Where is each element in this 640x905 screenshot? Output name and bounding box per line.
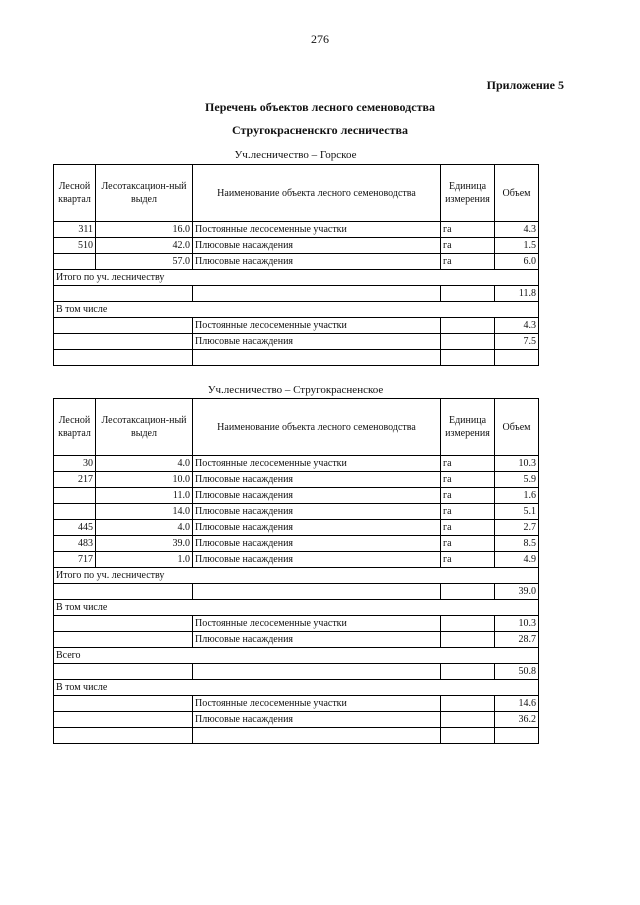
name-cell: Плюсовые насаждения (193, 536, 441, 552)
name-cell: Плюсовые насаждения (193, 488, 441, 504)
volume-cell: 2.7 (495, 520, 539, 536)
document-title: Перечень объектов лесного семеноводства (205, 100, 435, 114)
incl-row (54, 318, 539, 334)
kvartal-cell: 717 (54, 552, 96, 568)
header-volume: Объем (495, 165, 539, 222)
empty-cell (54, 712, 193, 728)
empty-cell (193, 664, 441, 680)
blank-row (54, 350, 539, 366)
header-row (54, 165, 539, 222)
empty-cell (441, 616, 495, 632)
empty-cell (441, 632, 495, 648)
incl-volume: 28.7 (495, 632, 539, 648)
empty-cell (193, 584, 441, 600)
section1-caption: Уч.лесничество – Горское (234, 149, 357, 161)
empty-cell (441, 712, 495, 728)
incl-label: В том числе (54, 302, 539, 318)
header-name: Наименование объекта лесного семеноводства (193, 399, 441, 456)
header-unit: Единица измерения (441, 165, 495, 222)
incl-volume: 10.3 (495, 616, 539, 632)
blank-row (54, 728, 539, 744)
incl-label-row (54, 600, 539, 616)
name-cell: Постоянные лесосеменные участки (193, 456, 441, 472)
header-vydel: Лесотаксацион-ный выдел (96, 399, 193, 456)
kvartal-cell: 311 (54, 222, 96, 238)
table-row (54, 238, 539, 254)
incl-row (54, 334, 539, 350)
empty-cell (441, 334, 495, 350)
header-kvartal: Лесной квартал (54, 399, 96, 456)
vydel-cell: 11.0 (96, 488, 193, 504)
table-row (54, 536, 539, 552)
section2-caption: Уч.лесничество – Стругокрасненское (207, 384, 384, 396)
incl-name: Плюсовые насаждения (193, 334, 441, 350)
empty-cell (54, 318, 193, 334)
grand-incl-volume: 14.6 (495, 696, 539, 712)
table-row (54, 552, 539, 568)
kvartal-cell: 30 (54, 456, 96, 472)
unit-cell: га (441, 456, 495, 472)
unit-cell: га (441, 520, 495, 536)
total-label-row (54, 270, 539, 286)
section2-table (53, 398, 539, 744)
volume-cell: 4.9 (495, 552, 539, 568)
total-value-row (54, 286, 539, 302)
page-number: 276 (311, 32, 329, 46)
empty-cell (54, 616, 193, 632)
header-name: Наименование объекта лесного семеноводства (193, 165, 441, 222)
vydel-cell: 57.0 (96, 254, 193, 270)
header-row (54, 399, 539, 456)
vydel-cell: 10.0 (96, 472, 193, 488)
empty-cell (54, 286, 193, 302)
grand-incl-name: Постоянные лесосеменные участки (193, 696, 441, 712)
empty-cell (193, 286, 441, 302)
name-cell: Постоянные лесосеменные участки (193, 222, 441, 238)
name-cell: Плюсовые насаждения (193, 552, 441, 568)
appendix-label: Приложение 5 (486, 78, 564, 92)
vydel-cell: 4.0 (96, 456, 193, 472)
incl-volume: 7.5 (495, 334, 539, 350)
empty-cell (495, 350, 539, 366)
kvartal-cell (54, 488, 96, 504)
document-subtitle: Стругокрасненскго лесничества (232, 123, 408, 137)
volume-cell: 6.0 (495, 254, 539, 270)
kvartal-cell (54, 504, 96, 520)
vydel-cell: 16.0 (96, 222, 193, 238)
grand-incl-label: В том числе (54, 680, 539, 696)
header-unit: Единица измерения (441, 399, 495, 456)
table-row (54, 488, 539, 504)
unit-cell: га (441, 222, 495, 238)
empty-cell (441, 584, 495, 600)
empty-cell (441, 696, 495, 712)
grand-label: Всего (54, 648, 539, 664)
grand-incl-row (54, 712, 539, 728)
empty-cell (441, 350, 495, 366)
empty-cell (193, 350, 441, 366)
volume-cell: 1.6 (495, 488, 539, 504)
incl-volume: 4.3 (495, 318, 539, 334)
table-row (54, 504, 539, 520)
grand-incl-label-row (54, 680, 539, 696)
grand-incl-name: Плюсовые насаждения (193, 712, 441, 728)
table-row (54, 472, 539, 488)
total-label-row (54, 568, 539, 584)
incl-row (54, 616, 539, 632)
empty-cell (441, 286, 495, 302)
empty-cell (441, 664, 495, 680)
header-kvartal: Лесной квартал (54, 165, 96, 222)
vydel-cell: 39.0 (96, 536, 193, 552)
grand-label-row (54, 648, 539, 664)
volume-cell: 8.5 (495, 536, 539, 552)
kvartal-cell: 483 (54, 536, 96, 552)
incl-name: Постоянные лесосеменные участки (193, 318, 441, 334)
unit-cell: га (441, 536, 495, 552)
unit-cell: га (441, 504, 495, 520)
total-value: 39.0 (495, 584, 539, 600)
empty-cell (54, 632, 193, 648)
table-row (54, 456, 539, 472)
name-cell: Плюсовые насаждения (193, 238, 441, 254)
unit-cell: га (441, 472, 495, 488)
vydel-cell: 1.0 (96, 552, 193, 568)
empty-cell (54, 696, 193, 712)
empty-cell (441, 318, 495, 334)
header-vydel: Лесотаксацион-ный выдел (96, 165, 193, 222)
incl-name: Постоянные лесосеменные участки (193, 616, 441, 632)
grand-value-row (54, 664, 539, 680)
empty-cell (54, 664, 193, 680)
kvartal-cell (54, 254, 96, 270)
section1-table (53, 164, 539, 366)
grand-value: 50.8 (495, 664, 539, 680)
incl-name: Плюсовые насаждения (193, 632, 441, 648)
volume-cell: 5.1 (495, 504, 539, 520)
volume-cell: 5.9 (495, 472, 539, 488)
empty-cell (54, 334, 193, 350)
volume-cell: 10.3 (495, 456, 539, 472)
table-row (54, 222, 539, 238)
incl-row (54, 632, 539, 648)
unit-cell: га (441, 238, 495, 254)
grand-incl-volume: 36.2 (495, 712, 539, 728)
volume-cell: 4.3 (495, 222, 539, 238)
name-cell: Плюсовые насаждения (193, 520, 441, 536)
total-label: Итого по уч. лесничеству (54, 568, 539, 584)
kvartal-cell: 217 (54, 472, 96, 488)
empty-cell (54, 350, 193, 366)
empty-cell (193, 728, 441, 744)
name-cell: Плюсовые насаждения (193, 472, 441, 488)
unit-cell: га (441, 254, 495, 270)
total-label: Итого по уч. лесничеству (54, 270, 539, 286)
total-value-row (54, 584, 539, 600)
kvartal-cell: 445 (54, 520, 96, 536)
header-volume: Объем (495, 399, 539, 456)
unit-cell: га (441, 552, 495, 568)
empty-cell (54, 584, 193, 600)
volume-cell: 1.5 (495, 238, 539, 254)
table-row (54, 520, 539, 536)
empty-cell (54, 728, 193, 744)
incl-label: В том числе (54, 600, 539, 616)
total-value: 11.8 (495, 286, 539, 302)
incl-label-row (54, 302, 539, 318)
empty-cell (441, 728, 495, 744)
vydel-cell: 4.0 (96, 520, 193, 536)
kvartal-cell: 510 (54, 238, 96, 254)
vydel-cell: 14.0 (96, 504, 193, 520)
unit-cell: га (441, 488, 495, 504)
vydel-cell: 42.0 (96, 238, 193, 254)
empty-cell (495, 728, 539, 744)
name-cell: Плюсовые насаждения (193, 504, 441, 520)
name-cell: Плюсовые насаждения (193, 254, 441, 270)
grand-incl-row (54, 696, 539, 712)
table-row (54, 254, 539, 270)
